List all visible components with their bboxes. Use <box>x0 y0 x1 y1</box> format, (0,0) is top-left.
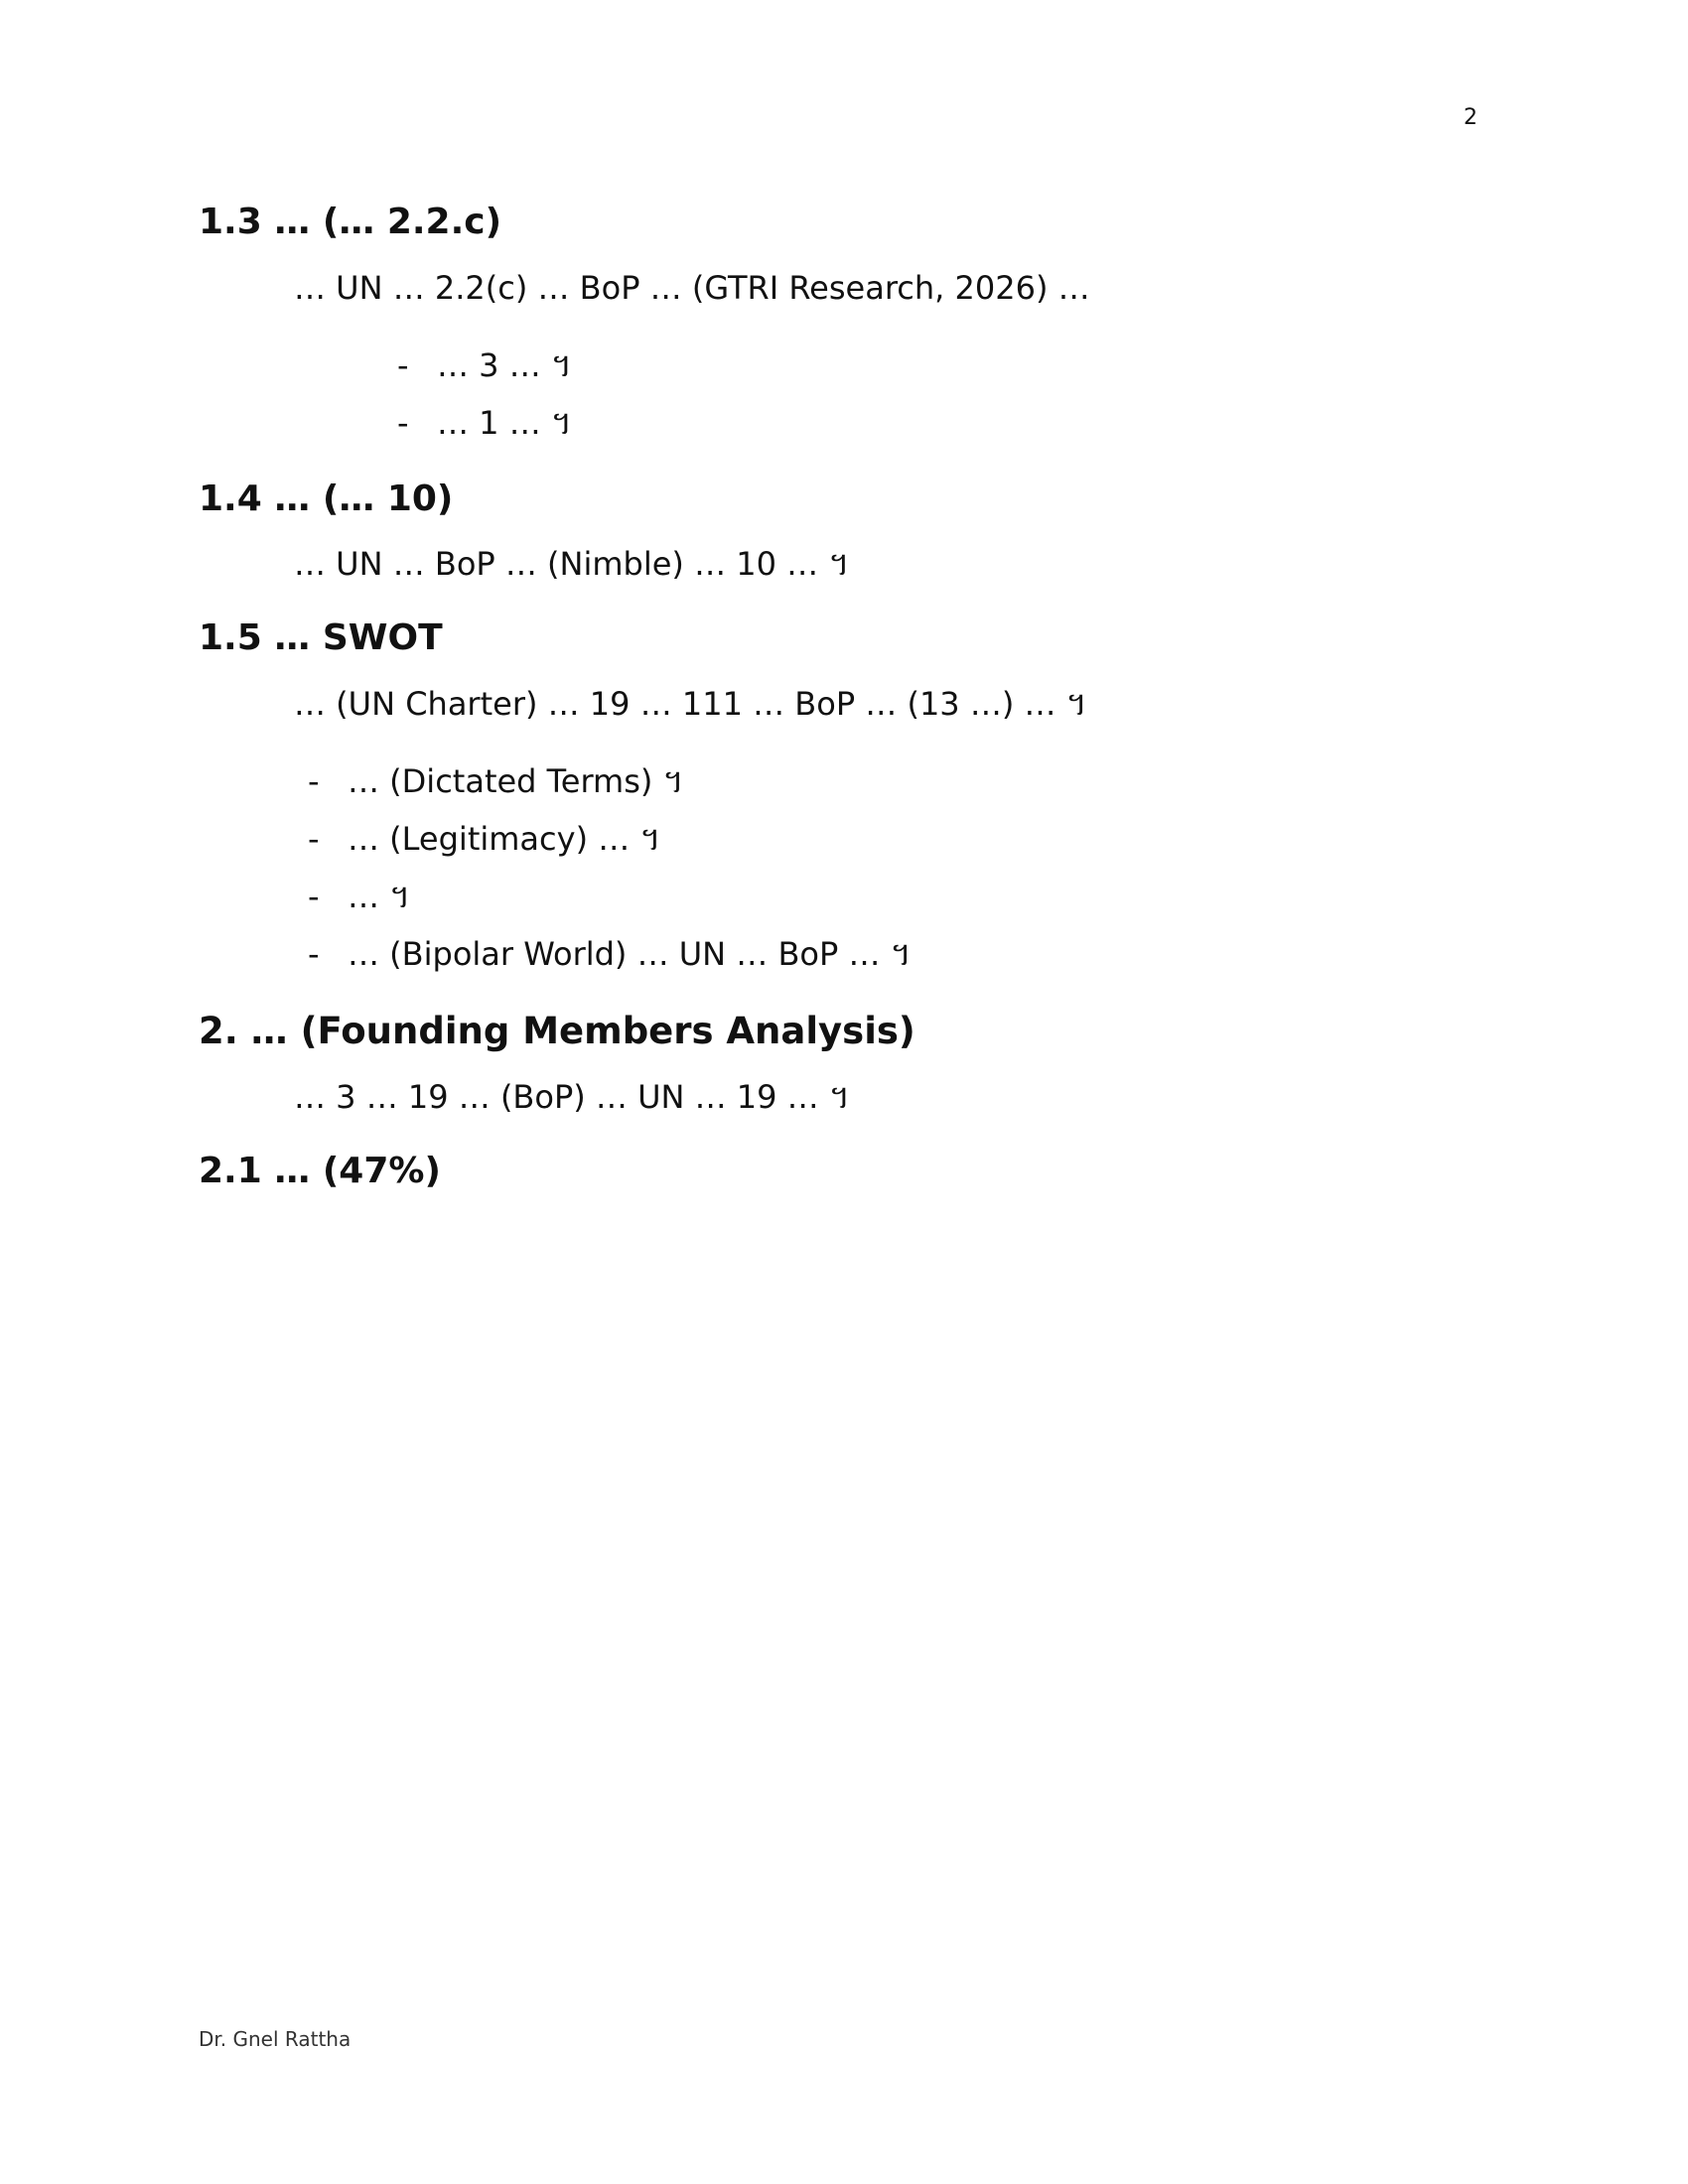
section-heading-1-5: 1.5 … SWOT <box>199 617 443 659</box>
footer-author: Dr. Gnel Rattha <box>199 2027 352 2051</box>
bullet-item: - … 1 … ។ <box>199 396 1489 450</box>
bullet-item-weaknesses: - … (Legitimacy) … ។ <box>199 812 1489 866</box>
bullet-item: - … 3 … ។ <box>199 339 1489 392</box>
bullet-item-strengths: - … (Dictated Terms) ។ <box>199 754 1489 808</box>
section-heading-2: 2. … (Founding Members Analysis) <box>199 1009 915 1052</box>
section-paragraph-1-3: … UN … 2.2(c) … BoP … (GTRI Research, 2026) … <box>294 268 1090 307</box>
page-number: 2 <box>1464 105 1477 130</box>
document-body <box>199 199 1489 1209</box>
bullet-list-1-3 <box>199 339 1489 450</box>
bullet-item-threats: - … (Bipolar World) … UN … BoP … ។ <box>199 927 1489 981</box>
section-heading-1-3: 1.3 … (… 2.2.c) <box>199 202 502 242</box>
section-paragraph-2: … 3 … 19 … (BoP) … UN … 19 … ។ <box>294 1077 850 1116</box>
bullet-list-swot <box>199 754 1489 981</box>
section-heading-1-4: 1.4 … (… 10) <box>199 478 454 519</box>
section-paragraph-1-4: … UN … BoP … (Nimble) … 10 … ។ <box>294 545 850 584</box>
section-paragraph-1-5: … (UN Charter) … 19 … 111 … BoP … (13 …) … ។ <box>294 684 1087 723</box>
section-heading-2-1: 2.1 … (47%) <box>199 1150 441 1191</box>
bullet-item-opportunities: - … ។ <box>199 870 1489 923</box>
